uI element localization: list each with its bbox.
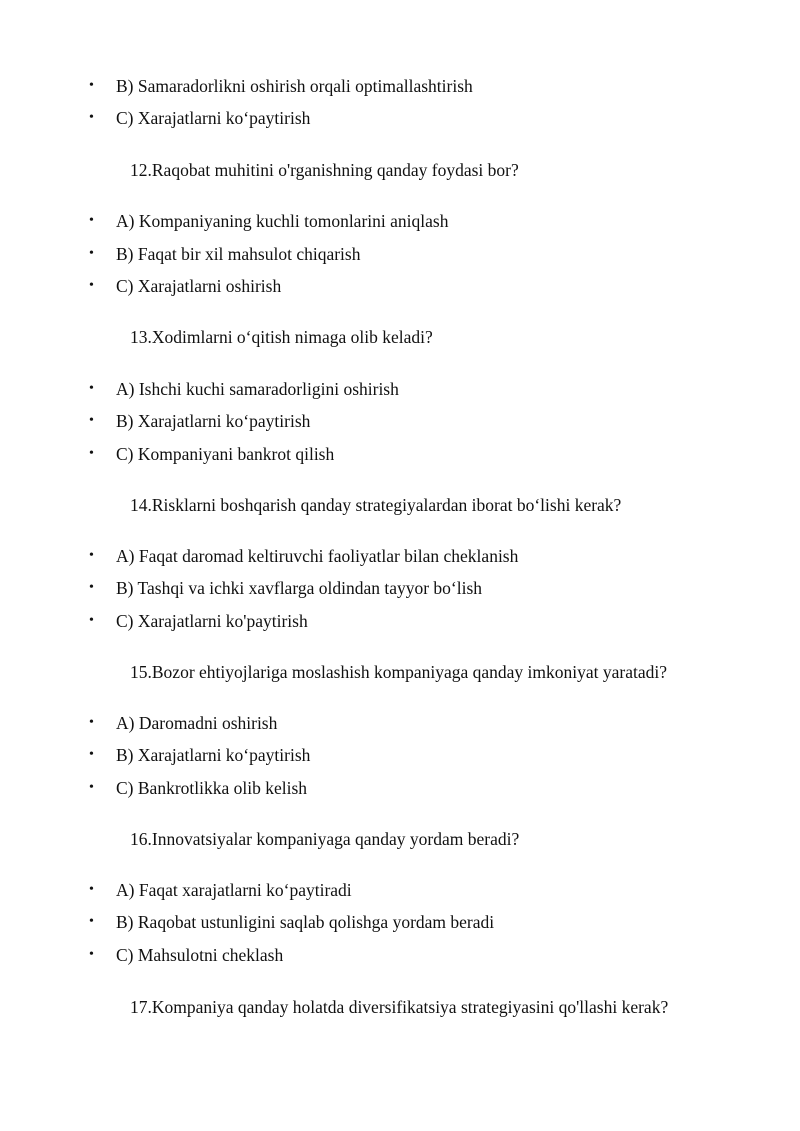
list-item: [0, 246, 800, 266]
list-item: [0, 747, 800, 767]
bullet-icon: •: [89, 446, 94, 461]
option-text: B) Xarajatlarni ko‘paytirish: [116, 411, 311, 431]
list-item: [0, 381, 800, 401]
option-text: A) Ishchi kuchi samaradorligini oshirish: [116, 379, 399, 399]
list-item: [0, 110, 800, 130]
option-text: C) Xarajatlarni oshirish: [116, 276, 282, 296]
bullet-icon: •: [89, 914, 94, 929]
list-item: [0, 548, 800, 568]
question-title: 12.Raqobat muhitini o'rganishning qanday foydasi bor?: [130, 160, 519, 180]
option-text: A) Daromadni oshirish: [116, 713, 278, 733]
question-title: 14.Risklarni boshqarish qanday strategiyalardan iborat bo‘lishi kerak?: [130, 495, 622, 515]
list-item: [0, 580, 800, 600]
list-item: [0, 613, 800, 633]
bullet-icon: •: [89, 613, 94, 628]
bullet-icon: •: [89, 882, 94, 897]
list-item: [0, 413, 800, 433]
option-text: B) Raqobat ustunligini saqlab qolishga yordam beradi: [116, 912, 495, 932]
question-title: 16.Innovatsiyalar kompaniyaga qanday yordam beradi?: [130, 829, 520, 849]
list-item: [0, 446, 800, 466]
list-item: [0, 78, 800, 98]
question-title: 15.Bozor ehtiyojlariga moslashish kompaniyaga qanday imkoniyat yaratadi?: [130, 662, 668, 682]
option-text: B) Tashqi va ichki xavflarga oldindan tayyor bo‘lish: [116, 578, 483, 598]
option-text: C) Mahsulotni cheklash: [116, 945, 284, 965]
bullet-icon: •: [89, 213, 94, 228]
list-item: [0, 780, 800, 800]
bullet-icon: •: [89, 947, 94, 962]
list-item: [0, 882, 800, 902]
option-text: B) Faqat bir xil mahsulot chiqarish: [116, 244, 361, 264]
bullet-icon: •: [89, 413, 94, 428]
bullet-icon: •: [89, 580, 94, 595]
bullet-icon: •: [89, 278, 94, 293]
bullet-icon: •: [89, 78, 94, 93]
bullet-icon: •: [89, 548, 94, 563]
option-text: A) Faqat xarajatlarni ko‘paytiradi: [116, 880, 352, 900]
question-title: 13.Xodimlarni o‘qitish nimaga olib keladi?: [130, 327, 433, 347]
option-text: C) Bankrotlikka olib kelish: [116, 778, 308, 798]
list-item: [0, 715, 800, 735]
option-text: C) Xarajatlarni ko'paytirish: [116, 611, 308, 631]
list-item: [0, 947, 800, 967]
option-text: B) Samaradorlikni oshirish orqali optimallashtirish: [116, 76, 473, 96]
list-item: [0, 914, 800, 934]
bullet-icon: •: [89, 747, 94, 762]
option-text: B) Xarajatlarni ko‘paytirish: [116, 745, 311, 765]
option-text: C) Xarajatlarni ko‘paytirish: [116, 108, 311, 128]
list-item: [0, 213, 800, 233]
list-item: [0, 278, 800, 298]
bullet-icon: •: [89, 110, 94, 125]
option-text: C) Kompaniyani bankrot qilish: [116, 444, 335, 464]
option-text: A) Faqat daromad keltiruvchi faoliyatlar bilan cheklanish: [116, 546, 519, 566]
bullet-icon: •: [89, 715, 94, 730]
bullet-icon: •: [89, 381, 94, 396]
option-text: A) Kompaniyaning kuchli tomonlarini aniqlash: [116, 211, 449, 231]
bullet-icon: •: [89, 780, 94, 795]
question-title: 17.Kompaniya qanday holatda diversifikatsiya strategiyasini qo'llashi kerak?: [130, 997, 669, 1017]
bullet-icon: •: [89, 246, 94, 261]
